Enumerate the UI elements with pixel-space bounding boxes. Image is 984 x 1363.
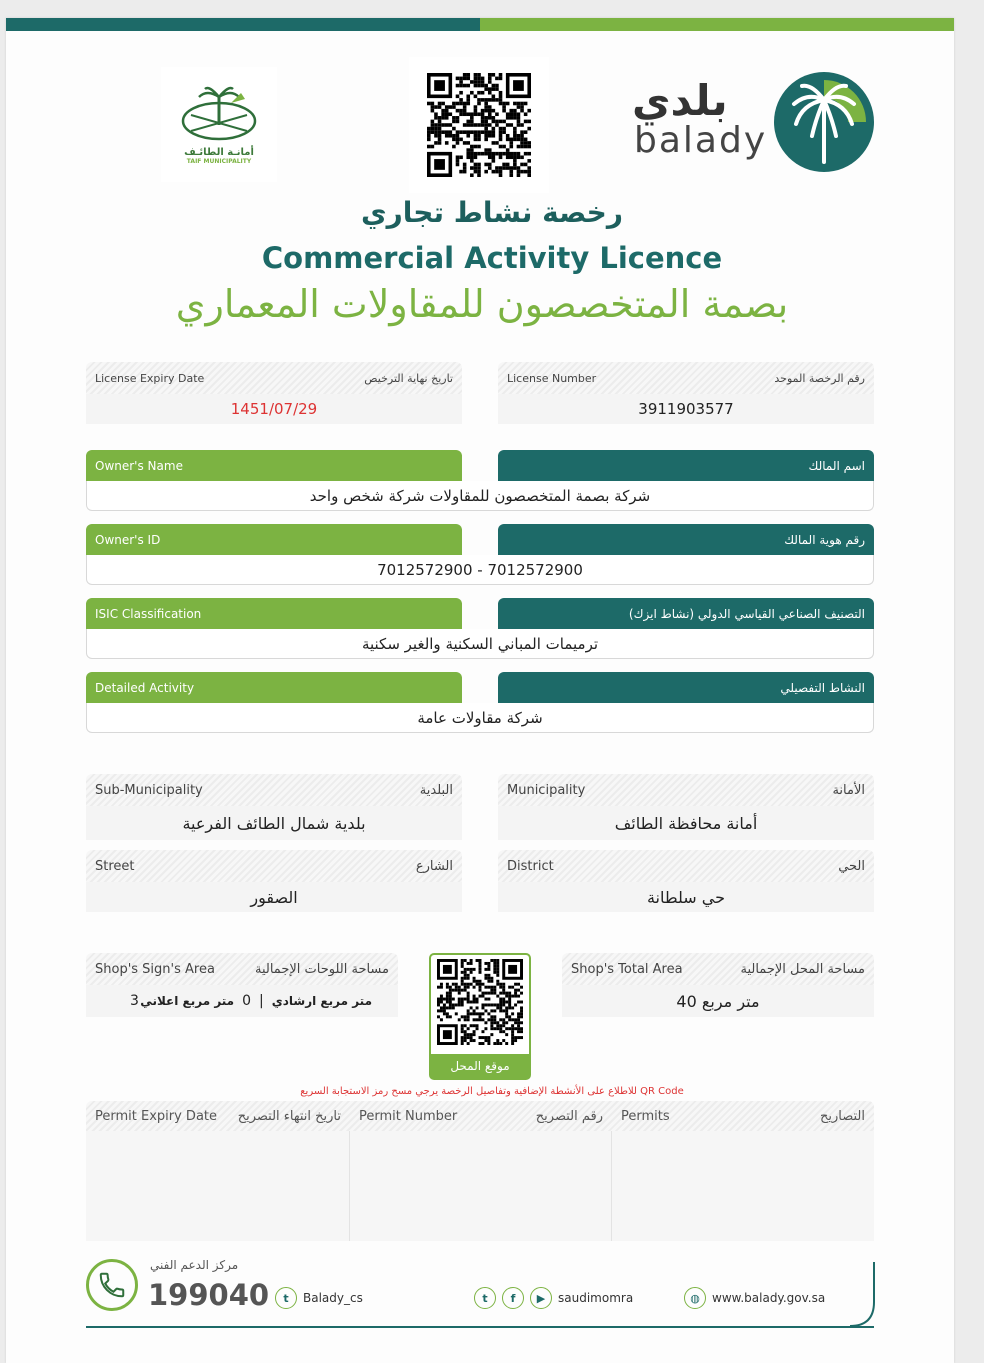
license-expiry-value: 1451/07/29 [86,394,462,424]
qr-notice: للاطلاع على الأنشطة الإضافية وتفاصيل الرخصة يرجي مسح رمز الاستجابة السريع QR Code [300,1086,684,1097]
youtube-icon[interactable]: ▶ [530,1287,552,1309]
twitter-cs-handle: Balady_cs [303,1291,363,1305]
palm-circle-icon [772,70,876,174]
sign-area-field [86,953,398,1017]
taif-logo-arabic-text: أمانـة الطائـف [184,146,254,158]
detailed-activity-value: شركة مقاولات عامة [86,703,874,733]
owner-name-label-en: Owner's Name [86,450,462,482]
municipality-label-en: Municipality [507,782,586,798]
permits-label-en: Permits [621,1108,670,1124]
palm-swords-emblem-icon [179,85,259,143]
license-number-value: 3911903577 [498,394,874,424]
footer-curve [850,1262,876,1328]
district-label-ar: الحي [838,858,865,874]
isic-label-en: ISIC Classification [86,598,462,630]
support-label: مركز الدعم الفني [150,1258,239,1272]
sign-area-separator: | [259,993,264,1009]
district-label-en: District [507,858,554,874]
title-arabic: رخصة نشاط تجاري [361,196,623,229]
detailed-activity-header [86,672,874,704]
facebook-icon[interactable]: f [502,1287,524,1309]
sign-area-values [86,985,398,1017]
balady-logo [630,68,880,178]
total-area-label-ar: مساحة المحل الإجمالية [740,961,865,977]
taif-municipality-logo [161,67,277,182]
social-handle: saudimomra [558,1291,634,1305]
permit-expiry-label-ar: تاريخ انتهاء التصريح [237,1108,341,1124]
street-field [86,850,462,912]
permits-header-row [86,1101,874,1131]
owner-id-label-en: Owner's ID [86,524,462,556]
permits-label-ar: التصاريح [819,1108,865,1124]
municipality-field [498,774,874,840]
website-url: www.balady.gov.sa [712,1291,826,1305]
sub-municipality-field [86,774,462,840]
sub-municipality-value: بلدية شمال الطائف الفرعية [86,806,462,840]
shop-location-label: موقع المحل [431,1054,529,1078]
twitter-cs-link[interactable] [275,1287,363,1309]
isic-header [86,598,874,630]
municipality-label-ar: الأمانة [832,782,865,798]
isic-label-ar: التصنيف الصناعي القياسي الدولي (نشاط ايزك) [498,598,874,630]
owner-id-label-ar: رقم هوية المالك [498,524,874,556]
owner-name-value: شركة بصمة المتخصصون للمقاولات شركة شخص واحد [86,481,874,511]
sub-municipality-label-ar: البلدية [419,782,453,798]
permit-expiry-label-en: Permit Expiry Date [95,1108,218,1124]
phone-icon [86,1259,138,1311]
globe-icon: ◍ [684,1287,706,1309]
business-name: بصمة المتخصصون للمقاولات المعماري [175,282,789,326]
title-english: Commercial Activity Licence [261,241,723,275]
street-label-ar: الشارع [415,858,453,874]
total-area-value: 40 متر مربع [562,985,874,1017]
support-phone-number[interactable]: 199040 [148,1278,270,1312]
total-area-field [562,953,874,1017]
balady-logo-english: balady [634,120,768,161]
permits-body [86,1131,874,1241]
street-value: الصقور [86,882,462,912]
permit-number-label-ar: رقم التصريح [535,1108,603,1124]
detailed-activity-label-ar: النشاط التفصيلي [498,672,874,704]
taif-logo-english-text: TAIF MUNICIPALITY [186,157,252,165]
sign-area-ad-value: 0 [242,993,252,1009]
license-expiry-label-ar: تاريخ نهاية الترخيص [364,371,453,385]
permit-number-label-en: Permit Number [359,1108,458,1124]
balady-logo-arabic: بلدي [632,76,728,125]
sign-area-ad-unit: متر مربع اعلاني [140,994,235,1008]
detailed-activity-label-en: Detailed Activity [86,672,462,704]
sign-area-label-en: Shop's Sign's Area [95,961,215,977]
website-link[interactable] [684,1287,825,1309]
twitter-icon: t [275,1287,297,1309]
owner-name-label-ar: اسم المالك [498,450,874,482]
twitter-icon[interactable]: t [474,1287,496,1309]
municipality-value: أمانة محافظة الطائف [498,806,874,840]
qr-code-icon [427,73,531,177]
sub-municipality-label-en: Sub-Municipality [95,782,203,798]
license-expiry-label-en: License Expiry Date [95,371,205,385]
license-number-label-en: License Number [507,371,597,385]
owner-name-header [86,450,874,482]
license-number-field [498,362,874,424]
social-links[interactable] [474,1287,633,1309]
owner-id-value: 7012572900 - 7012572900 [86,555,874,585]
qr-code-icon [437,959,523,1045]
sign-area-label-ar: مساحة اللوحات الإجمالية [254,961,389,977]
top-color-bar [6,18,954,31]
district-value: حي سلطانة [498,882,874,912]
footer-divider [86,1326,874,1328]
owner-id-header [86,524,874,556]
sign-area-guide-value: 3 [130,993,139,1009]
license-qr-code[interactable] [409,57,549,193]
license-number-label-ar: رقم الرخصة الموحد [774,371,865,385]
street-label-en: Street [95,858,135,874]
sign-area-guide-unit: متر مربع ارشادي [271,994,372,1008]
permits-table [86,1101,874,1241]
shop-location-qr[interactable] [429,953,531,1080]
isic-value: ترميمات المباني السكنية والغير سكنية [86,629,874,659]
district-field [498,850,874,912]
total-area-label-en: Shop's Total Area [571,961,683,977]
license-expiry-field [86,362,462,424]
